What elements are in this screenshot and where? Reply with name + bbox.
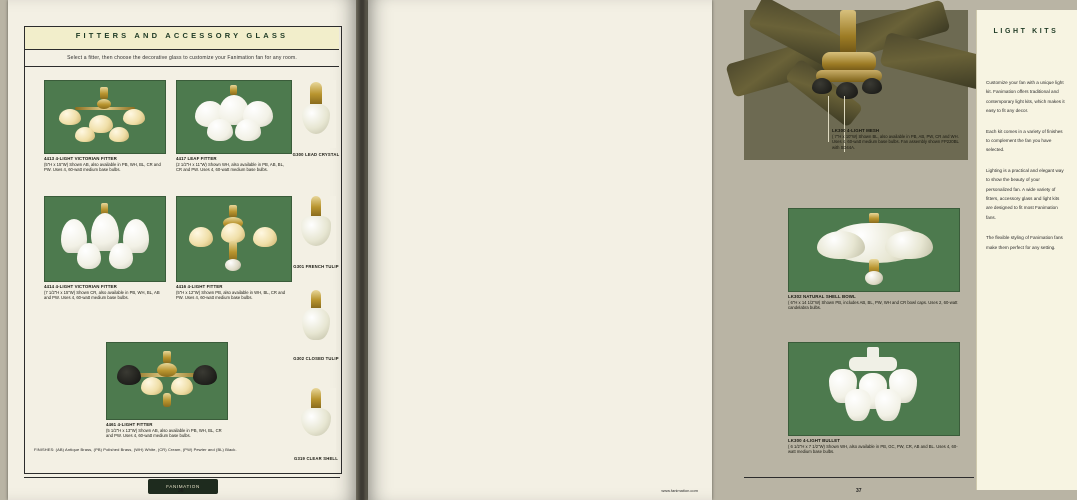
product-code-lk302-shell: LK302 NATURAL SHELL BOWL: [788, 294, 856, 299]
spread-gutter: [356, 0, 368, 500]
header-rule-lower: [25, 66, 339, 67]
sidebar-body: [986, 78, 1066, 263]
product-code-4414: 4414 4-LIGHT VICTORIAN FITTER: [44, 284, 117, 289]
product-code-lk300-bullet: LK300 4-LIGHT BULLET: [788, 438, 841, 443]
brand-logo: FANIMATION: [148, 479, 218, 494]
product-desc-4416: (5"H x 12"W) Shown PB, also available in WH, BL, CR and PW. Uses 4, 60-watt medium base bulbs.: [176, 289, 286, 301]
glass-caption-g319: G319 CLEAR SHELL: [294, 456, 338, 461]
product-desc-4413: (5"H x 15"W) Shown AB, also available in PB, WH, BL, CR and PW. Uses 4, 60-watt medium base bulbs.: [44, 161, 161, 173]
product-caption-lk300-mesh: [832, 128, 960, 150]
product-desc-lk302-shell: ( 6"H x 14 1/2"W) Shown PB, includes AB, BL, PW, WH and CR bowl caps. Uses 2, 60-watt candelabra bulbs.: [788, 299, 958, 311]
sidebar-paragraph-3: Lighting is a practical and elegant way to show the beauty of your personalized fan. A wide variety of fitters, accessory glass and light kits are designed to fit most Fanimation fans.: [986, 167, 1064, 220]
product-desc-4417: (2 1/2"H x 11"W) Shown WH, also available in PB, AB, BL, CR and PW. Uses 4, 60-watt medium base bulbs.: [176, 161, 285, 173]
finishes-note: FINISHES: (AB) Antique Brass, (PB) Polished Brass, (WH) White, (CR) Cream, (PW) Pewter and (BL) Black.: [34, 447, 237, 452]
glass-photo-g300: [296, 80, 336, 148]
product-caption-4413: [44, 156, 162, 173]
left-page: [8, 0, 356, 500]
sidebar-paragraph-1: Customize your fan with a unique light kit. Fanimation offers traditional and contemporary light kits, which makes it easy to fit any decor.: [986, 80, 1065, 114]
product-desc-lk300-bullet: ( 6 1/2"H x 7 1/2"W) Shown WH, also available in PB, GC, PW, CR, AB and BL. Uses 4, 60-watt medium base bulbs.: [788, 443, 958, 455]
right-footer-rule: [744, 477, 974, 478]
product-desc-4461: (5 1/2"H x 13"W) Shown AB, also available in PB, WH, BL, CR and PW. Uses 4, 60-watt medium base bulbs.: [106, 427, 222, 439]
product-caption-4416: [176, 284, 288, 301]
right-page: [368, 0, 1065, 500]
website-url: www.fanimation.com: [661, 488, 698, 493]
sidebar-paragraph-2: Each kit comes in a variety of finishes to complement the fan you have selected.: [986, 128, 1063, 153]
product-photo-lk302-shell: [788, 208, 960, 292]
sidebar-paragraph-4: The flexible styling of Fanimation fans make them perfect for any setting.: [986, 235, 1063, 250]
product-code-4413: 4413 4-LIGHT VICTORIAN FITTER: [44, 156, 117, 161]
sidebar-title: LIGHT KITS: [993, 28, 1059, 35]
glass-photo-g319: [296, 388, 336, 452]
product-photo-4413: [44, 80, 166, 154]
glass-caption-g300: G300 LEAD CRYSTAL: [292, 152, 340, 157]
glass-caption-g302: G302 CLOSED TULIP: [293, 356, 339, 361]
glass-photo-g302: [296, 290, 336, 352]
product-code-4417: 4417 LEAF FITTER: [176, 156, 217, 161]
header-rule: [25, 49, 339, 50]
page-title: FITTERS AND ACCESSORY GLASS: [75, 31, 289, 40]
glass-caption-g301: G301 FRENCH TULIP: [293, 264, 339, 269]
product-caption-4414: [44, 284, 162, 301]
product-photo-4417: [176, 80, 292, 154]
product-caption-4461: [106, 422, 224, 439]
page-subtitle: Select a fitter, then choose the decorative glass to customize your Fanimation fan for any room.: [67, 55, 297, 61]
product-photo-4414: [44, 196, 166, 282]
product-desc-4414: (7 1/2"H x 15"W) Shown CR, also available in PB, WH, BL, AB and PW. Uses 4, 60-watt medium base bulbs.: [44, 289, 160, 301]
page-number-right: 37: [856, 488, 862, 494]
product-code-4416: 4416 4-LIGHT FITTER: [176, 284, 223, 289]
page-number-left: 36: [178, 488, 184, 494]
product-caption-4417: [176, 156, 288, 173]
left-footer-rule: [24, 477, 340, 478]
product-caption-lk302-shell: [788, 294, 958, 311]
product-code-lk300-mesh: LK300 4-LIGHT MESH: [832, 128, 880, 133]
glass-photo-g301: [296, 196, 336, 260]
product-desc-lk300-mesh: ( 7"H x 10"W) Shown BL, also available in PB, AB, PW, CR and WH. Uses 4, 60-watt medium base bulbs. Fan assembly shown FP220BL with SD44A.: [832, 133, 959, 150]
product-photo-lk300-bullet: [788, 342, 960, 436]
product-caption-lk300-bullet: [788, 438, 958, 455]
product-code-4461: 4461 4-LIGHT FITTER: [106, 422, 153, 427]
product-photo-4461: [106, 342, 228, 420]
product-photo-4416: [176, 196, 292, 282]
